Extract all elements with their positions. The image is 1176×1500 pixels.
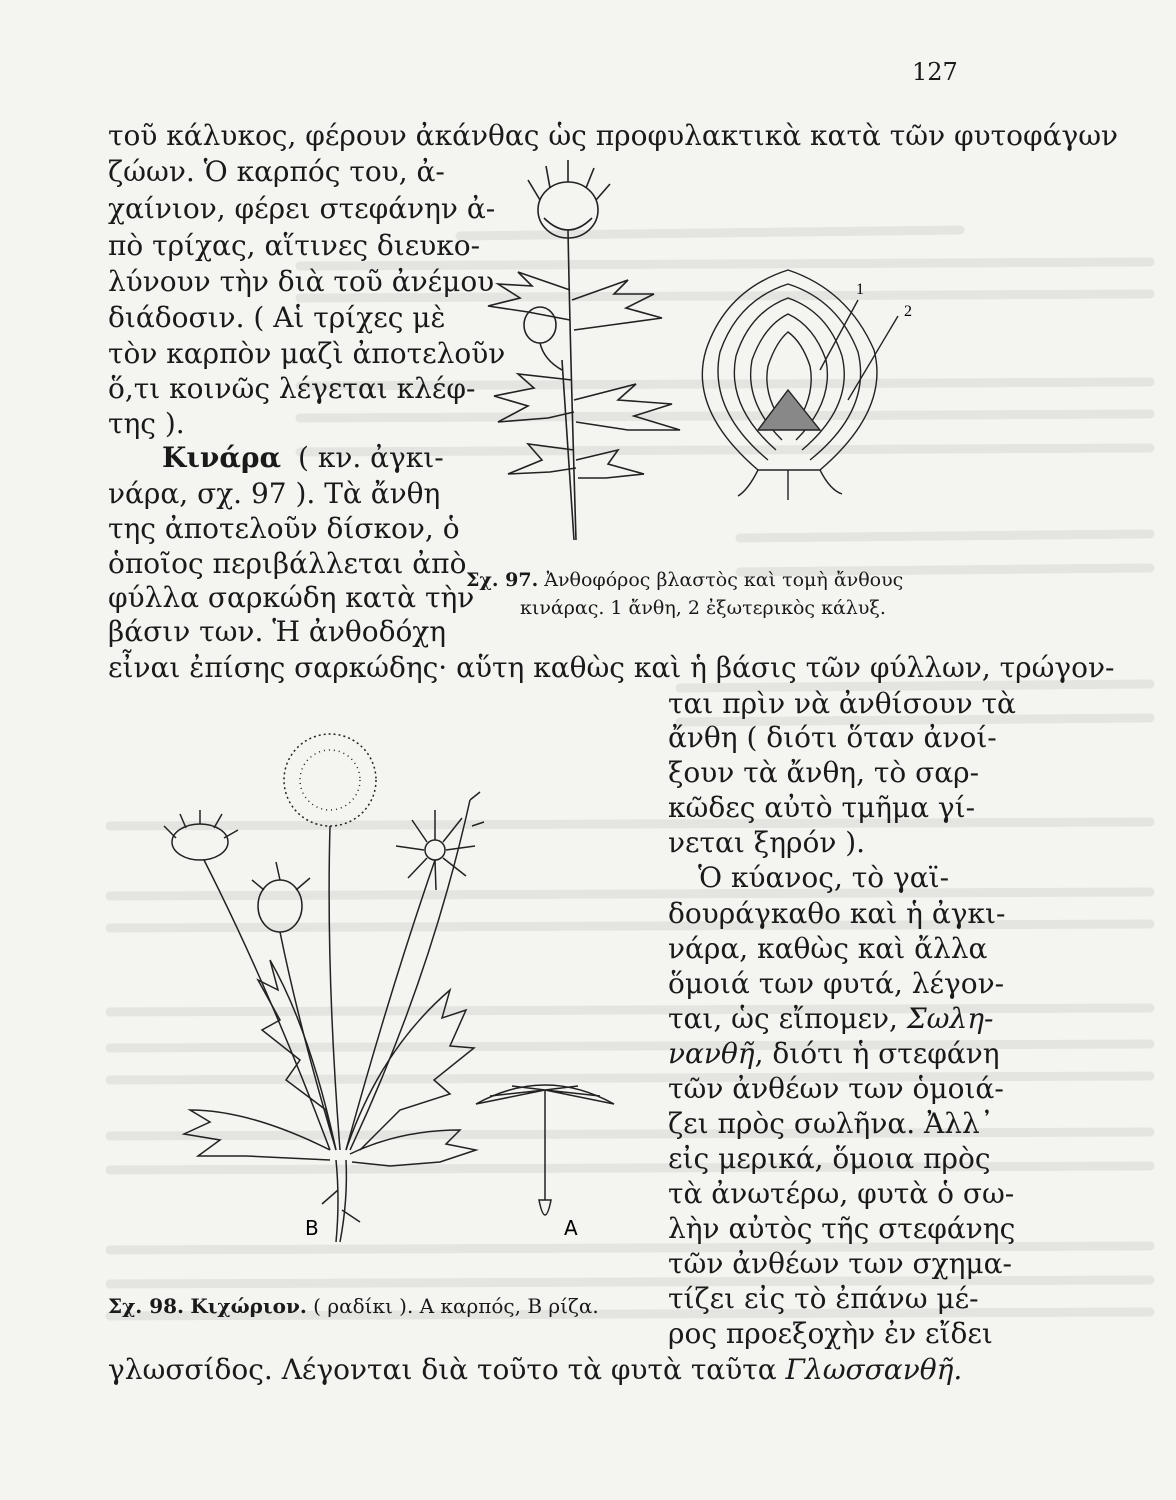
text-line: φύλλα σαρκώδη κατὰ τὴν <box>108 581 475 614</box>
text-line: της ). <box>108 407 185 440</box>
text-line-last <box>108 1352 962 1388</box>
text-line: ὅμοιά των φυτά, λέγον- <box>668 967 1005 1000</box>
text-line: τῶν ἀνθέων των ὁμοιά- <box>668 1072 1004 1105</box>
text-line: τίζει εἰς τὸ ἐπάνω μέ- <box>668 1282 979 1315</box>
figure-97-label-1: 1 <box>856 281 864 298</box>
term-glossanthe: Γλωσσανθῆ. <box>785 1353 963 1386</box>
text-line: λὴν αὐτὸς τῆς στεφάνης <box>668 1212 1016 1245</box>
text-line: Ὁ κύανος, τὸ γαϊ- <box>698 861 950 894</box>
text-line-rest: , διότι ἡ στεφάνη <box>754 1037 1000 1070</box>
text-line: τοῦ κάλυκος, φέρουν ἀκάνθας ὡς προφυλακτικὰ κατὰ τῶν φυτοφάγων <box>108 119 1119 152</box>
text-line: της ἀποτελοῦν δίσκον, ὁ <box>108 512 460 545</box>
text-line: ὅ,τι κοινῶς λέγεται κλέφ- <box>108 372 476 405</box>
text-line: δουράγκαθο καὶ ἡ ἀγκι- <box>668 897 1006 930</box>
figure-97-artichoke <box>458 160 978 560</box>
text-line: κῶδες αὐτὸ τμῆμα γί- <box>668 791 976 824</box>
text-line: ἄνθη ( διότι ὅταν ἀνοί- <box>668 721 997 754</box>
figure-98-label-a: Α <box>564 1216 578 1240</box>
figure-98-caption-name: Κιχώριον. <box>190 1294 307 1318</box>
text-line: ζει πρὸς σωλῆνα. Ἀλλ᾿ <box>668 1107 994 1140</box>
text-line: πὸ τρίχας, αἵτινες διευκο- <box>108 229 481 262</box>
figure-98-label-b: Β <box>305 1216 319 1240</box>
text-line: τὰ ἀνωτέρω, φυτὰ ὁ σω- <box>668 1177 1015 1210</box>
text-line: ὁποῖος περιβάλλεται ἀπὸ <box>108 547 467 580</box>
text-line: νεται ξηρόν ). <box>668 826 866 859</box>
text-line: τὸν καρπὸν μαζὶ ἀποτελοῦν <box>108 337 506 370</box>
figure-98-caption-text: ( ραδίκι ). Α καρπός, Β ρίζα. <box>313 1294 599 1318</box>
term-solenanthe-part1: Σωλη- <box>906 1002 994 1035</box>
figure-98-caption <box>108 1292 599 1320</box>
text-line: ζώων. Ὁ καρπός του, ἀ- <box>108 155 445 188</box>
text-line: νάρα, σχ. 97 ). Τὰ ἄνθη <box>108 477 441 510</box>
text-line: διάδοσιν. ( Αἱ τρίχες μὲ <box>108 301 446 334</box>
text-line <box>668 1036 1000 1072</box>
text-line: νάρα, καθὼς καὶ ἄλλα <box>668 932 988 965</box>
text-line: βάσιν των. Ἡ ἀνθοδόχη <box>108 615 447 648</box>
figure-98-caption-number: Σχ. 98. <box>108 1294 185 1318</box>
figure-97-label-2: 2 <box>904 303 912 320</box>
text-line-start: ται, ὡς εἴπομεν, <box>668 1002 898 1035</box>
figure-98-chicory <box>150 730 650 1250</box>
figure-97-caption-number: Σχ. 97. <box>466 569 539 591</box>
text-line: εἰς μερικά, ὅμοια πρὸς <box>668 1142 991 1175</box>
text-line-start: γλωσσίδος. Λέγονται διὰ τοῦτο τὰ φυτὰ ταῦτα <box>108 1353 777 1386</box>
figure-97-caption-text: Ἀνθοφόρος βλαστὸς καὶ τομὴ ἄνθους <box>544 569 904 591</box>
text-line: ( κν. ἀγκι- <box>298 441 444 474</box>
text-line: τῶν ἀνθέων των σχημα- <box>668 1247 1012 1280</box>
text-line <box>668 1001 994 1037</box>
figure-97-caption <box>466 566 903 594</box>
text-line: εἶναι ἐπίσης σαρκώδης· αὕτη καθὼς καὶ ἡ βάσις τῶν φύλλων, τρώγον- <box>108 651 1115 684</box>
figure-97-caption-line2: κινάρας. 1 ἄνθη, 2 ἐξωτερικὸς κάλυξ. <box>520 597 886 619</box>
text-line: χαίνιον, φέρει στεφάνην ἀ- <box>108 192 496 225</box>
text-line: λύνουν τὴν διὰ τοῦ ἀνέμου <box>108 265 495 298</box>
term-solenanthe-part2: νανθῆ <box>668 1037 755 1070</box>
text-line: ξουν τὰ ἄνθη, τὸ σαρ- <box>668 756 980 789</box>
section-heading-kinara: Κινάρα <box>162 441 282 474</box>
page-number: 127 <box>912 58 958 86</box>
text-line: ρος προεξοχὴν ἐν εἴδει <box>668 1317 993 1350</box>
text-line: ται πρὶν νὰ ἀνθίσουν τὰ <box>668 687 1016 720</box>
